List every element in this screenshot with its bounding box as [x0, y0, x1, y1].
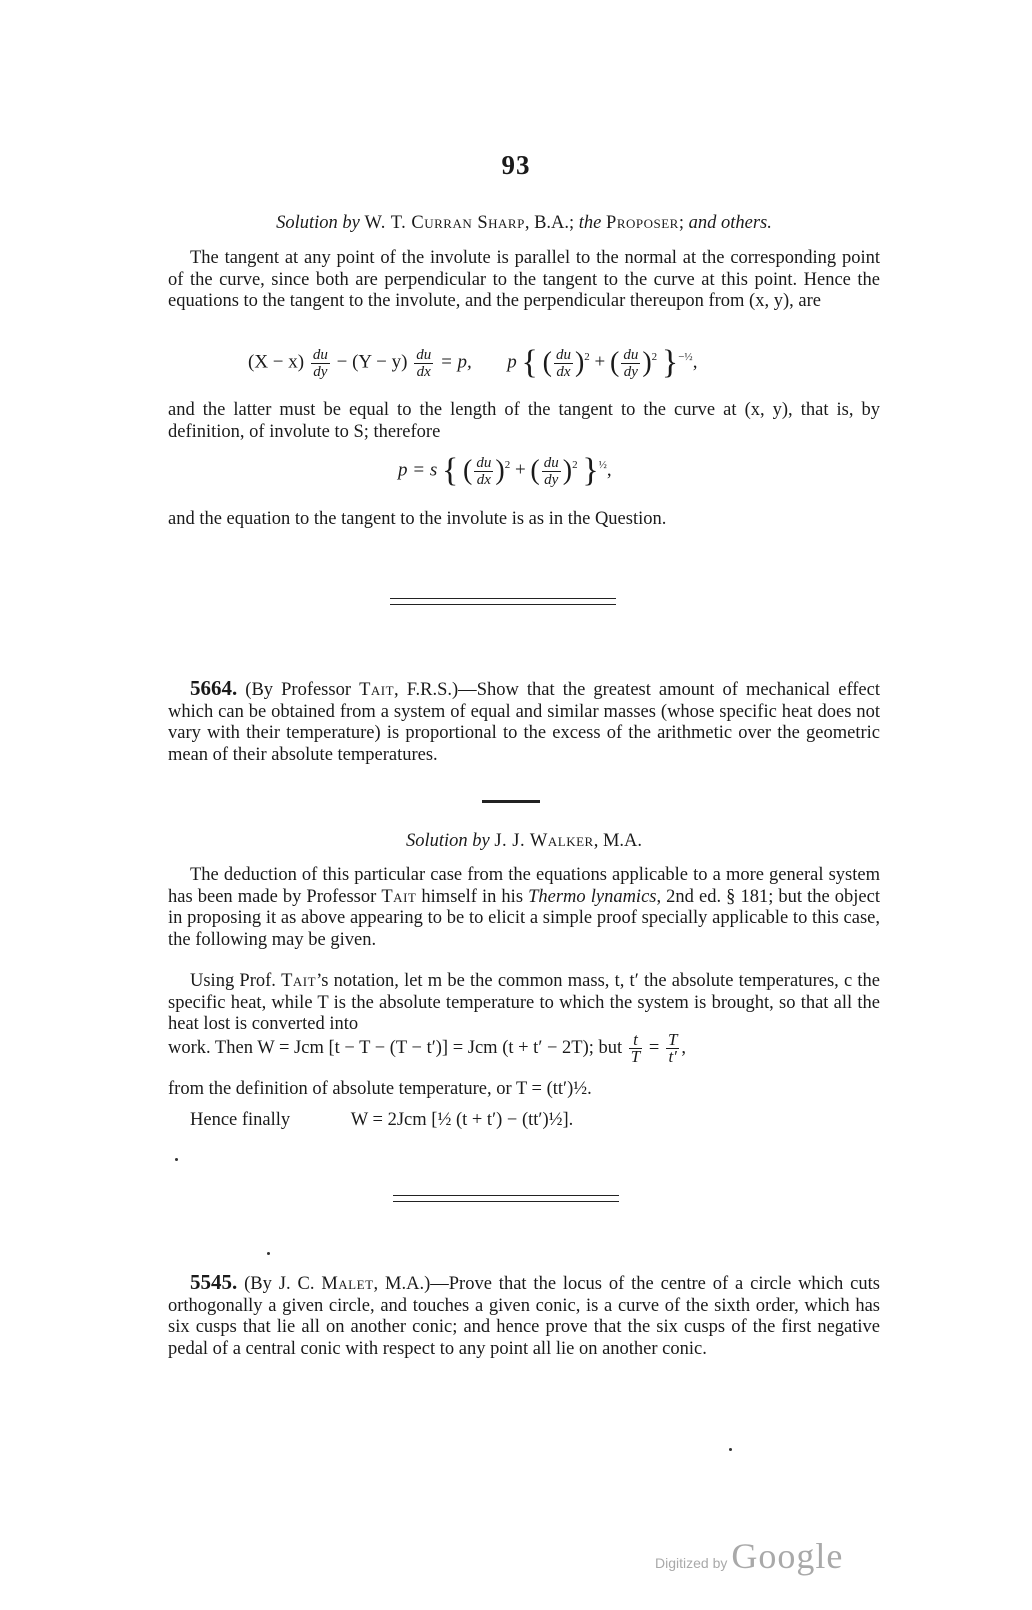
eq2-lhs: p = s	[398, 459, 438, 481]
fraction-T-over-t-prime	[666, 1032, 679, 1065]
open-paren: (	[463, 455, 473, 486]
trailing-comma: ,	[606, 459, 612, 481]
p1-tait: Tait	[381, 886, 417, 907]
numerator: du	[476, 454, 492, 471]
minus-sign: −	[336, 351, 353, 373]
google-logo: Google	[731, 1536, 844, 1576]
section-divider	[393, 1195, 619, 1202]
heading-the: the	[578, 213, 602, 233]
open-paren: (	[530, 455, 540, 486]
problem-statement: Show that the greatest amount of mechanical effect which can be obtained from a system of equal and similar masses (whose specific heat does not vary with their temperature) is proportional to the excess of the arithmetic over the geometric mean of their absolute temperatures.	[168, 680, 880, 765]
square-exponent: 2	[651, 351, 658, 364]
denominator: dy	[313, 363, 328, 380]
p1-text-a: The deduction of this particular case from the equations applicable to a more general system has been made by Professor	[168, 865, 880, 907]
fraction-du-dy	[311, 347, 330, 380]
problem-author: Tait	[359, 680, 395, 700]
numerator: T	[667, 1030, 678, 1049]
heading-separator: ;	[678, 213, 689, 233]
work-equation-line	[168, 1032, 686, 1065]
solution-label: Solution by	[405, 831, 490, 851]
fraction-t-over-T	[629, 1032, 642, 1065]
p1-text-b: himself in his	[416, 886, 529, 907]
ink-speck	[175, 1158, 178, 1161]
power-exponent: −½	[678, 351, 693, 364]
problem-author: Malet	[321, 1274, 374, 1294]
equation-1	[248, 344, 697, 382]
equation-2	[398, 452, 612, 490]
hence-label: Hence finally	[190, 1110, 291, 1130]
eq1-equals-p: = p,	[439, 351, 472, 373]
page-number: 93	[501, 150, 531, 180]
plus-sign: +	[514, 459, 526, 481]
fraction-du-dx	[414, 347, 433, 380]
fraction-du-dy	[621, 347, 640, 380]
problem-5545	[168, 1272, 880, 1360]
p2-text-b: ’s notation, let m be the common mass, t, t′ the absolute temperatures, c the specific heat, while T is the absolute temperature to which the system is brought, so that all the heat lost is converted into	[168, 971, 880, 1034]
problem-number: 5664.	[190, 676, 238, 700]
power-exponent: ½	[598, 459, 607, 472]
fraction-du-dx	[554, 347, 573, 380]
close-paren: )	[495, 455, 505, 486]
p2-tait: Tait	[281, 971, 317, 991]
heading-others: and others.	[688, 213, 772, 233]
final-result	[168, 1110, 880, 1132]
close-brace: }	[661, 344, 679, 381]
denominator: dx	[556, 363, 571, 380]
eq1-p: p	[507, 351, 517, 373]
problem-by-close: , F.R.S.)—	[394, 680, 477, 700]
denominator: T	[630, 1047, 641, 1066]
trailing-comma: ,	[692, 351, 698, 373]
solution-1-paragraph-2: and the latter must be equal to the length of the tangent to the curve at (x, y), that is, by definition, of involute to S; therefore	[168, 400, 880, 442]
solution-2-paragraph-2	[168, 971, 880, 1036]
fraction-equals: =	[644, 1037, 664, 1058]
denominator: dx	[416, 363, 431, 380]
numerator: du	[555, 346, 571, 363]
watermark	[655, 1535, 843, 1577]
close-brace: }	[582, 452, 599, 489]
numerator: du	[312, 346, 328, 363]
denominator: t′	[668, 1047, 677, 1066]
solver-degree: , B.A.;	[524, 213, 579, 233]
square-exponent: 2	[572, 459, 578, 472]
solver-name: J. J. Walker	[494, 831, 594, 851]
numerator: du	[416, 346, 432, 363]
problem-5664	[168, 678, 880, 766]
watermark-prefix: Digitized by	[655, 1555, 728, 1571]
solution-1-paragraph-1: The tangent at any point of the involute is parallel to the normal at the corresponding point of the curve, since both are perpendicular to the tangent to the curve at this point. Hence the equations to the tangent to the involute, and the perpendicular thereupon from (x, y), are	[168, 248, 880, 311]
problem-by: (By Professor	[237, 680, 360, 700]
work-equation: work. Then W = Jcm [t − T − (T − t′)] = Jcm (t + t′ − 2T); but	[168, 1037, 623, 1058]
numerator: t	[629, 1032, 642, 1049]
final-equation: W = 2Jcm [½ (t + t′) − (tt′)½].	[350, 1110, 574, 1130]
fraction-du-dy	[542, 455, 561, 488]
plus-sign: +	[594, 351, 606, 373]
close-paren: )	[562, 455, 573, 486]
eq1-term-y: (Y − y)	[352, 351, 408, 373]
problem-number: 5545.	[190, 1270, 238, 1294]
problem-statement: Prove that the locus of the centre of a circle which cuts orthogonally a given circle, and touches a given conic, is a curve of the sixth order, which has six cusps that lie all on another conic; and hence prove that the six cusps of the first negative pedal of a central conic with respect to any point all lie on another conic.	[168, 1274, 880, 1359]
square-exponent: 2	[504, 459, 511, 472]
fraction-du-dx	[474, 455, 493, 488]
section-divider	[390, 598, 616, 605]
open-brace: {	[441, 452, 459, 489]
open-paren: (	[542, 347, 552, 378]
square-exponent: 2	[584, 351, 590, 364]
solution-label: Solution by	[276, 213, 360, 233]
problem-by: (By J. C.	[237, 1274, 322, 1294]
numerator: du	[543, 454, 559, 471]
ink-speck	[729, 1448, 732, 1451]
solution-2-heading	[168, 831, 880, 853]
numerator: du	[623, 346, 639, 363]
p2-text-a: Using Prof.	[190, 971, 282, 991]
close-paren: )	[574, 347, 585, 378]
solver-degree: , M.A.	[593, 831, 643, 851]
p1-book-title: Thermo lynamics	[528, 886, 657, 907]
trailing-comma: ,	[681, 1037, 687, 1058]
eq1-term-x: (X − x)	[248, 351, 305, 373]
solution-1-paragraph-3: and the equation to the tangent to the involute is as in the Question.	[168, 509, 667, 529]
solver-name: W. T. Curran Sharp	[364, 213, 525, 233]
close-paren: )	[642, 347, 652, 378]
solution-1-heading	[168, 213, 880, 235]
denominator: dy	[544, 471, 559, 488]
denominator: dy	[623, 363, 638, 380]
short-divider	[482, 800, 540, 803]
problem-by-close: , M.A.)—	[373, 1274, 449, 1294]
ink-speck	[267, 1252, 270, 1255]
solution-2-paragraph-1	[168, 865, 880, 951]
open-paren: (	[609, 347, 620, 378]
open-brace: {	[521, 344, 538, 381]
p1-text-c: , 2nd ed. § 181; but the object in proposing it as above appearing to be to elicit a simple proof specially applicable to this case, the following may be given.	[168, 886, 880, 950]
heading-proposer: Proposer	[606, 213, 679, 233]
definition-line: from the definition of absolute temperature, or T = (tt′)½.	[168, 1079, 592, 1099]
denominator: dx	[476, 471, 491, 488]
